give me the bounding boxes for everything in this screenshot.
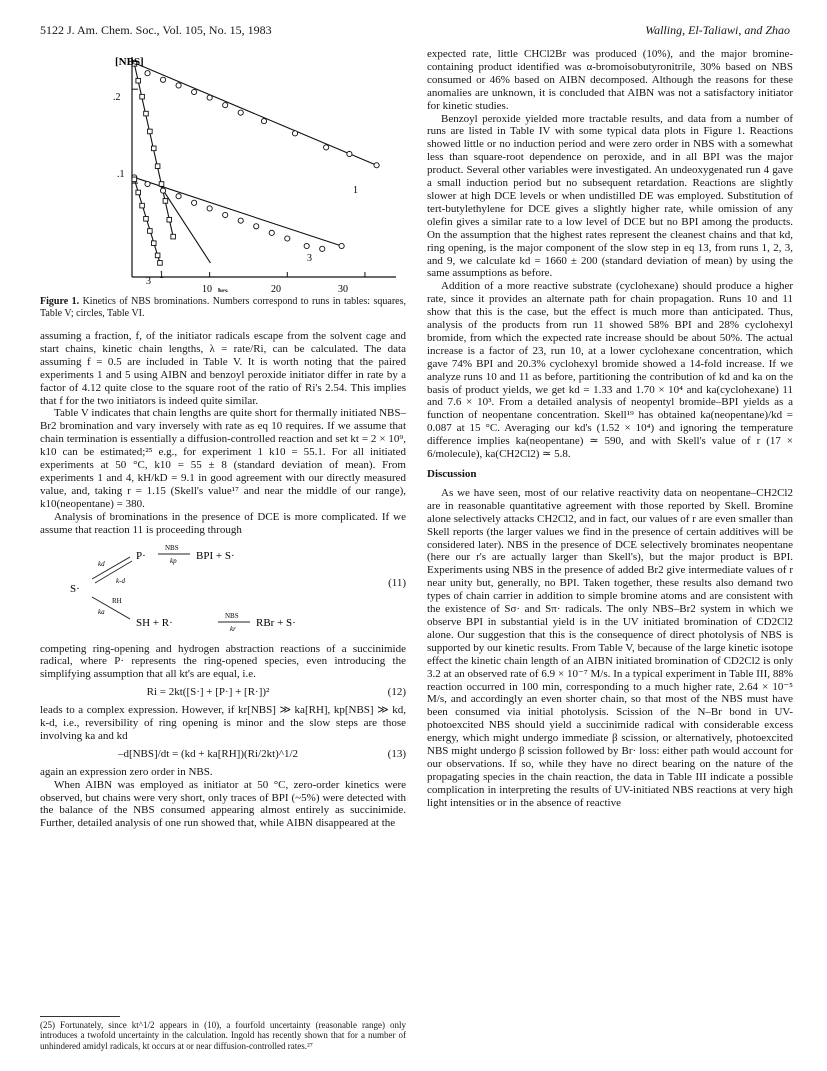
- data-point-circle: [223, 212, 228, 217]
- left-column: [40, 330, 406, 830]
- plot-markers: [132, 60, 379, 265]
- scheme-k-minus-d: k-d: [116, 576, 125, 585]
- scheme-ka: ka: [98, 607, 105, 616]
- data-point-square: [151, 241, 156, 246]
- y-tick-label-01: .1: [117, 169, 125, 180]
- data-point-circle: [347, 151, 352, 156]
- plot-lines: [134, 63, 376, 263]
- data-point-square: [136, 190, 141, 195]
- series-line-1: [134, 63, 376, 165]
- scheme-p-radical: P·: [136, 549, 146, 562]
- y-tick-label-02: .2: [113, 92, 121, 103]
- right-paragraph-3: Addition of a more reactive substrate (cyclohexane) should produce a higher rate, since it provides an alternate path for chain propagation. Runs 10 and 11 show that this is the case, but the effect is much more than anticipated. Thus, analysis of the products from run 11 showed 58% BPI and 28% cyclohexyl bromide, from which the expected rate increase should be about 50%. The actual increase is a factor of 23, run 10, at a lower cyclohexane concentration, which gave 74% BPI and 20.3% cyclohexyl bromide showed a 14-fold increase. If we analyze runs 10 and 11 as before, partitioning the contribution of kd and ka on the basis of product yields, we get kd = 1.33 and 1.70 × 10⁴ and ka(cyclohexane) 11 and 7.6 × 10³. From a detailed analysis of neopentyl bromide–BPI yields as a function of neopentane concentration. Skell¹⁹ has obtained ka(neopentane)/kd = 0.087 at 15 °C. Averaging our kd's (1.52 × 10⁴) and ignoring the temperature difference implies ka(neopentane) ≃ 590, and with Skell's value of r (17 × 6/molecule), ka(CH2Cl2) ≃ 5.8.: [427, 280, 793, 461]
- line-label-circle-1: 1: [353, 185, 358, 196]
- x-axis-unit: hrs.: [218, 287, 230, 292]
- x-tick-label-30: 30: [338, 284, 348, 292]
- equation-12-number: (12): [387, 686, 406, 699]
- data-point-circle: [160, 77, 165, 82]
- right-column: [427, 48, 793, 810]
- data-point-square: [155, 164, 160, 169]
- data-point-circle: [238, 110, 243, 115]
- data-point-circle: [176, 83, 181, 88]
- reaction-scheme-11: [40, 539, 406, 639]
- data-point-circle: [254, 224, 259, 229]
- data-point-square: [151, 146, 156, 151]
- data-point-circle: [223, 103, 228, 108]
- running-header: [40, 23, 790, 39]
- data-point-square: [167, 217, 172, 222]
- data-point-circle: [192, 89, 197, 94]
- data-point-circle: [339, 243, 344, 248]
- data-point-circle: [192, 200, 197, 205]
- data-point-square: [132, 177, 137, 182]
- line-label-circle-3: 3: [307, 253, 312, 264]
- data-point-circle: [145, 71, 150, 76]
- data-point-circle: [285, 236, 290, 241]
- data-point-square: [148, 129, 153, 134]
- data-point-square: [140, 94, 145, 99]
- data-point-circle: [320, 246, 325, 251]
- data-point-circle: [207, 206, 212, 211]
- x-tick-label-20: 20: [271, 284, 281, 292]
- figure-caption-text: Kinetics of NBS brominations. Numbers correspond to runs in tables: squares, Table V; circles, Table VI.: [40, 296, 406, 319]
- kinetics-plot: [40, 48, 406, 292]
- data-point-circle: [269, 230, 274, 235]
- scheme-kp: kp: [170, 556, 177, 565]
- line-label-square-1: 1: [159, 270, 164, 281]
- authors: Walling, El-Taliawi, and Zhao: [645, 23, 790, 37]
- data-point-circle: [160, 188, 165, 193]
- data-point-square: [148, 229, 153, 234]
- figure-1: [40, 48, 406, 292]
- x-tick-label-10: 10: [202, 284, 212, 292]
- left-paragraph-5: leads to a complex expression. However, if kr[NBS] ≫ ka[RH], kp[NBS] ≫ kd, k-d, i.e., reversibility of ring opening is minor and the slow steps are those involving ka and kd: [40, 704, 406, 742]
- data-point-circle: [324, 145, 329, 150]
- data-point-circle: [207, 95, 212, 100]
- scheme-number: (11): [388, 576, 406, 589]
- footnote-rule: [40, 1016, 120, 1017]
- scheme-kd: kd: [98, 559, 105, 568]
- equation-12: [40, 686, 406, 699]
- scheme-sh-product: SH + R·: [136, 616, 173, 629]
- data-point-square: [163, 199, 168, 204]
- data-point-circle: [238, 218, 243, 223]
- data-point-square: [155, 253, 160, 258]
- data-point-square: [144, 111, 149, 116]
- left-paragraph-2: Table V indicates that chain lengths are quite short for thermally initiated NBS–Br2 bromination and vary inversely with rate as eq 10 requires. If we assume that chain termination is essentially a diffusion-controlled reaction and set kt = 2 × 10⁹, k10 can be estimated;²⁵ e.g., for experiment 1 k10 = 55.1. For all initiated experiments at 50 °C, k10 = 55 ± 8 (standard deviation of mean). From experiments 1 and 4, kH/kD = 9.1 in good agreement with our directly measured value, and, taking r = 1.15 (Skell's value¹⁷ and near the middle of our range), k10(neopentane) = 380.: [40, 407, 406, 510]
- series-line-2: [134, 177, 341, 246]
- data-point-square: [159, 182, 164, 187]
- scheme-nbs-1: NBS: [165, 543, 179, 552]
- y-axis-label: [NBS]: [115, 56, 144, 68]
- left-paragraph-4: competing ring-opening and hydrogen abstraction reactions of a succinimide radical, where P· represents the ring-opened species, even introducing the simplifying assumption that all kt's are equal, i.e.: [40, 642, 406, 681]
- left-paragraph-3: Analysis of brominations in the presence of DCE is more complicated. If we assume that reaction 11 is proceeding through: [40, 510, 406, 536]
- right-paragraph-4: As we have seen, most of our relative reactivity data on neopentane–CH2Cl2 are in reasonable quantitative agreement with those reported by Skell. Bromine alone selectively attacks CH2Cl2, and in fact, our values of r are even smaller than Skell reports (the larger values we find in the presence of certain additives will be considered later). NBS in the presence of DCE selectively brominates neopentane (here our r's are actually larger than Skell's), but the major product is BPI. Experiments using NBS in the presence of added Br2 give intermediate values of r near unity but, generally, no BPI. Taken together, these results also demand two types of chain carrier in addition to simple bromine atoms and are consistent with the existence of Sσ· and Sπ· radicals. The only NBS–Br2 system in which we observe BPI in substantial yield is in the UV initiated bromination of CD2Cl2 alone. Our suggestion that this is the consequence of direct photolysis of NBS is supported by our kinetic results. From Table V, because of the large kinetic isotope effect the kinetic chain length of an AIBN initiated bromination of CD2Cl2 is only 3.2 at an observed rate of 6.9 × 10⁻⁷ M/s. In a typical experiment in Table III, 88% reaction occurred in 100 min, corresponding to a much higher rate, 2.64 × 10⁻⁵ M/s, and accordingly an even shorter chain, so that most of the NBS must have been consumed via initial photolysis. Scission of the N–Br bond in UV-photoexcited NBS should yield a succinimide radical with considerable excess energy, which might undergo immediate β scission, or alternatively, photoexcited NBS might undergo β scission followed by Br· loss: either path would account for our observations. If so, while they have no direct bearing on the nature of the propagating species in the chain reaction, the data in Table III indicate a possible complication in interpreting the results of UV-initiated NBS reactions at very high light intensities or in the absence of reactive: [427, 486, 793, 809]
- plot-axes: [132, 57, 396, 277]
- data-point-circle: [261, 119, 266, 124]
- data-point-square: [144, 216, 149, 221]
- equation-13-number: (13): [387, 747, 406, 760]
- footnote-25: (25) Fortunately, since kt^1/2 appears in (10), a fourfold uncertainty (reasonable range) only introduces a twofold uncertainty in the calculation. Ingold has recently shown that for a number of unhindered amidyl radicals, kt occurs at or near diffusion-controlled rates.²⁷: [40, 1020, 406, 1051]
- series-line-5: [159, 184, 210, 263]
- data-point-square: [158, 261, 163, 266]
- scheme-nbs-2: NBS: [225, 611, 239, 620]
- data-point-square: [136, 78, 141, 83]
- data-point-circle: [374, 163, 379, 168]
- scheme-s-radical: S·: [70, 582, 80, 595]
- scheme-rbr-product: RBr + S·: [256, 616, 296, 629]
- data-point-circle: [292, 131, 297, 136]
- scheme-kr: kr: [230, 624, 236, 633]
- equation-13-text: –d[NBS]/dt = (kd + ka[RH])(Ri/2kt)^1/2: [117, 747, 299, 760]
- right-paragraph-1: expected rate, little CHCl2Br was produced (10%), and the major bromine-containing product identified was α-bromoisobutyronitrile, 30% based on NBS consumed or 46% based on AIBN decomposed. Although the reasons for these anomalies are unknown, it is concluded that AIBN was not a satisfactory initiator for kinetic studies.: [427, 48, 793, 112]
- data-point-square: [171, 234, 176, 239]
- reaction-scheme-drawing: [40, 539, 380, 639]
- equation-13: [40, 748, 406, 761]
- left-paragraph-6: again an expression zero order in NBS.: [40, 765, 213, 778]
- right-paragraph-2: Benzoyl peroxide yielded more tractable results, and data from a number of runs are listed in Table IV with some typical data plots in Figure 1. Reactions showed little or no induction period and were zero order in NBS with a somewhat less than square-root dependence on peroxide, and in all BPI was the major product. Several other variables were investigated. An undeoxygenated run 4 gave a small induction period but no subsequent retardation. Reactions are slightly slower at high DCE levels or when undistilled DE was employed. Substitution of tert-butylethylene for DCE gives a slightly higher rate, while omission of any olefin gives a similar rate to a low level of DCE but no BPI among the products. On the assumption that the highest rates represent the cleanest chains and that kd, ring opening, is the major component of the slow step in eq 13, from runs 1, 2, 3, and 9, we calculate kd = 1660 ± 200 (standard deviation of mean) by using the same assumptions as before.: [427, 112, 793, 280]
- scheme-rh: RH: [112, 596, 122, 605]
- figure-caption: [40, 296, 406, 319]
- journal-citation: 5122 J. Am. Chem. Soc., Vol. 105, No. 15, 1983: [40, 23, 272, 37]
- data-point-circle: [145, 181, 150, 186]
- line-label-square-3: 3: [146, 276, 151, 287]
- equation-12-text: Ri = 2kt([S·] + [P·] + [R·])²: [146, 686, 270, 699]
- scheme-bpi-product: BPI + S·: [196, 549, 235, 562]
- figure-caption-label: Figure 1.: [40, 296, 80, 307]
- discussion-heading: Discussion: [427, 468, 477, 480]
- data-point-circle: [176, 194, 181, 199]
- data-point-circle: [304, 243, 309, 248]
- left-paragraph-1: assuming a fraction, f, of the initiator radicals escape from the solvent cage and start chains, kinetic chain lengths, λ = rate/Ri, can be calculated. The data assuming f = 0.5 are included in Table V. It is worth noting that the paired experiments 1 and 5 using AIBN and benzoyl peroxide initiator differ in rate by a factor of 4.12 quite close to the square root of the ratio of Ri's 2.54. This implies that f for the two initiators is indeed quite similar.: [40, 330, 406, 407]
- data-point-square: [140, 203, 145, 208]
- left-paragraph-7: When AIBN was employed as initiator at 50 °C, zero-order kinetics were observed, but chains were very short, only traces of BPI (~5%) were detected with the balance of the NBS consumed appearing almost entirely as succinimide. Further, detailed analysis of one run showed that, while AIBN disappeared at the: [40, 778, 406, 830]
